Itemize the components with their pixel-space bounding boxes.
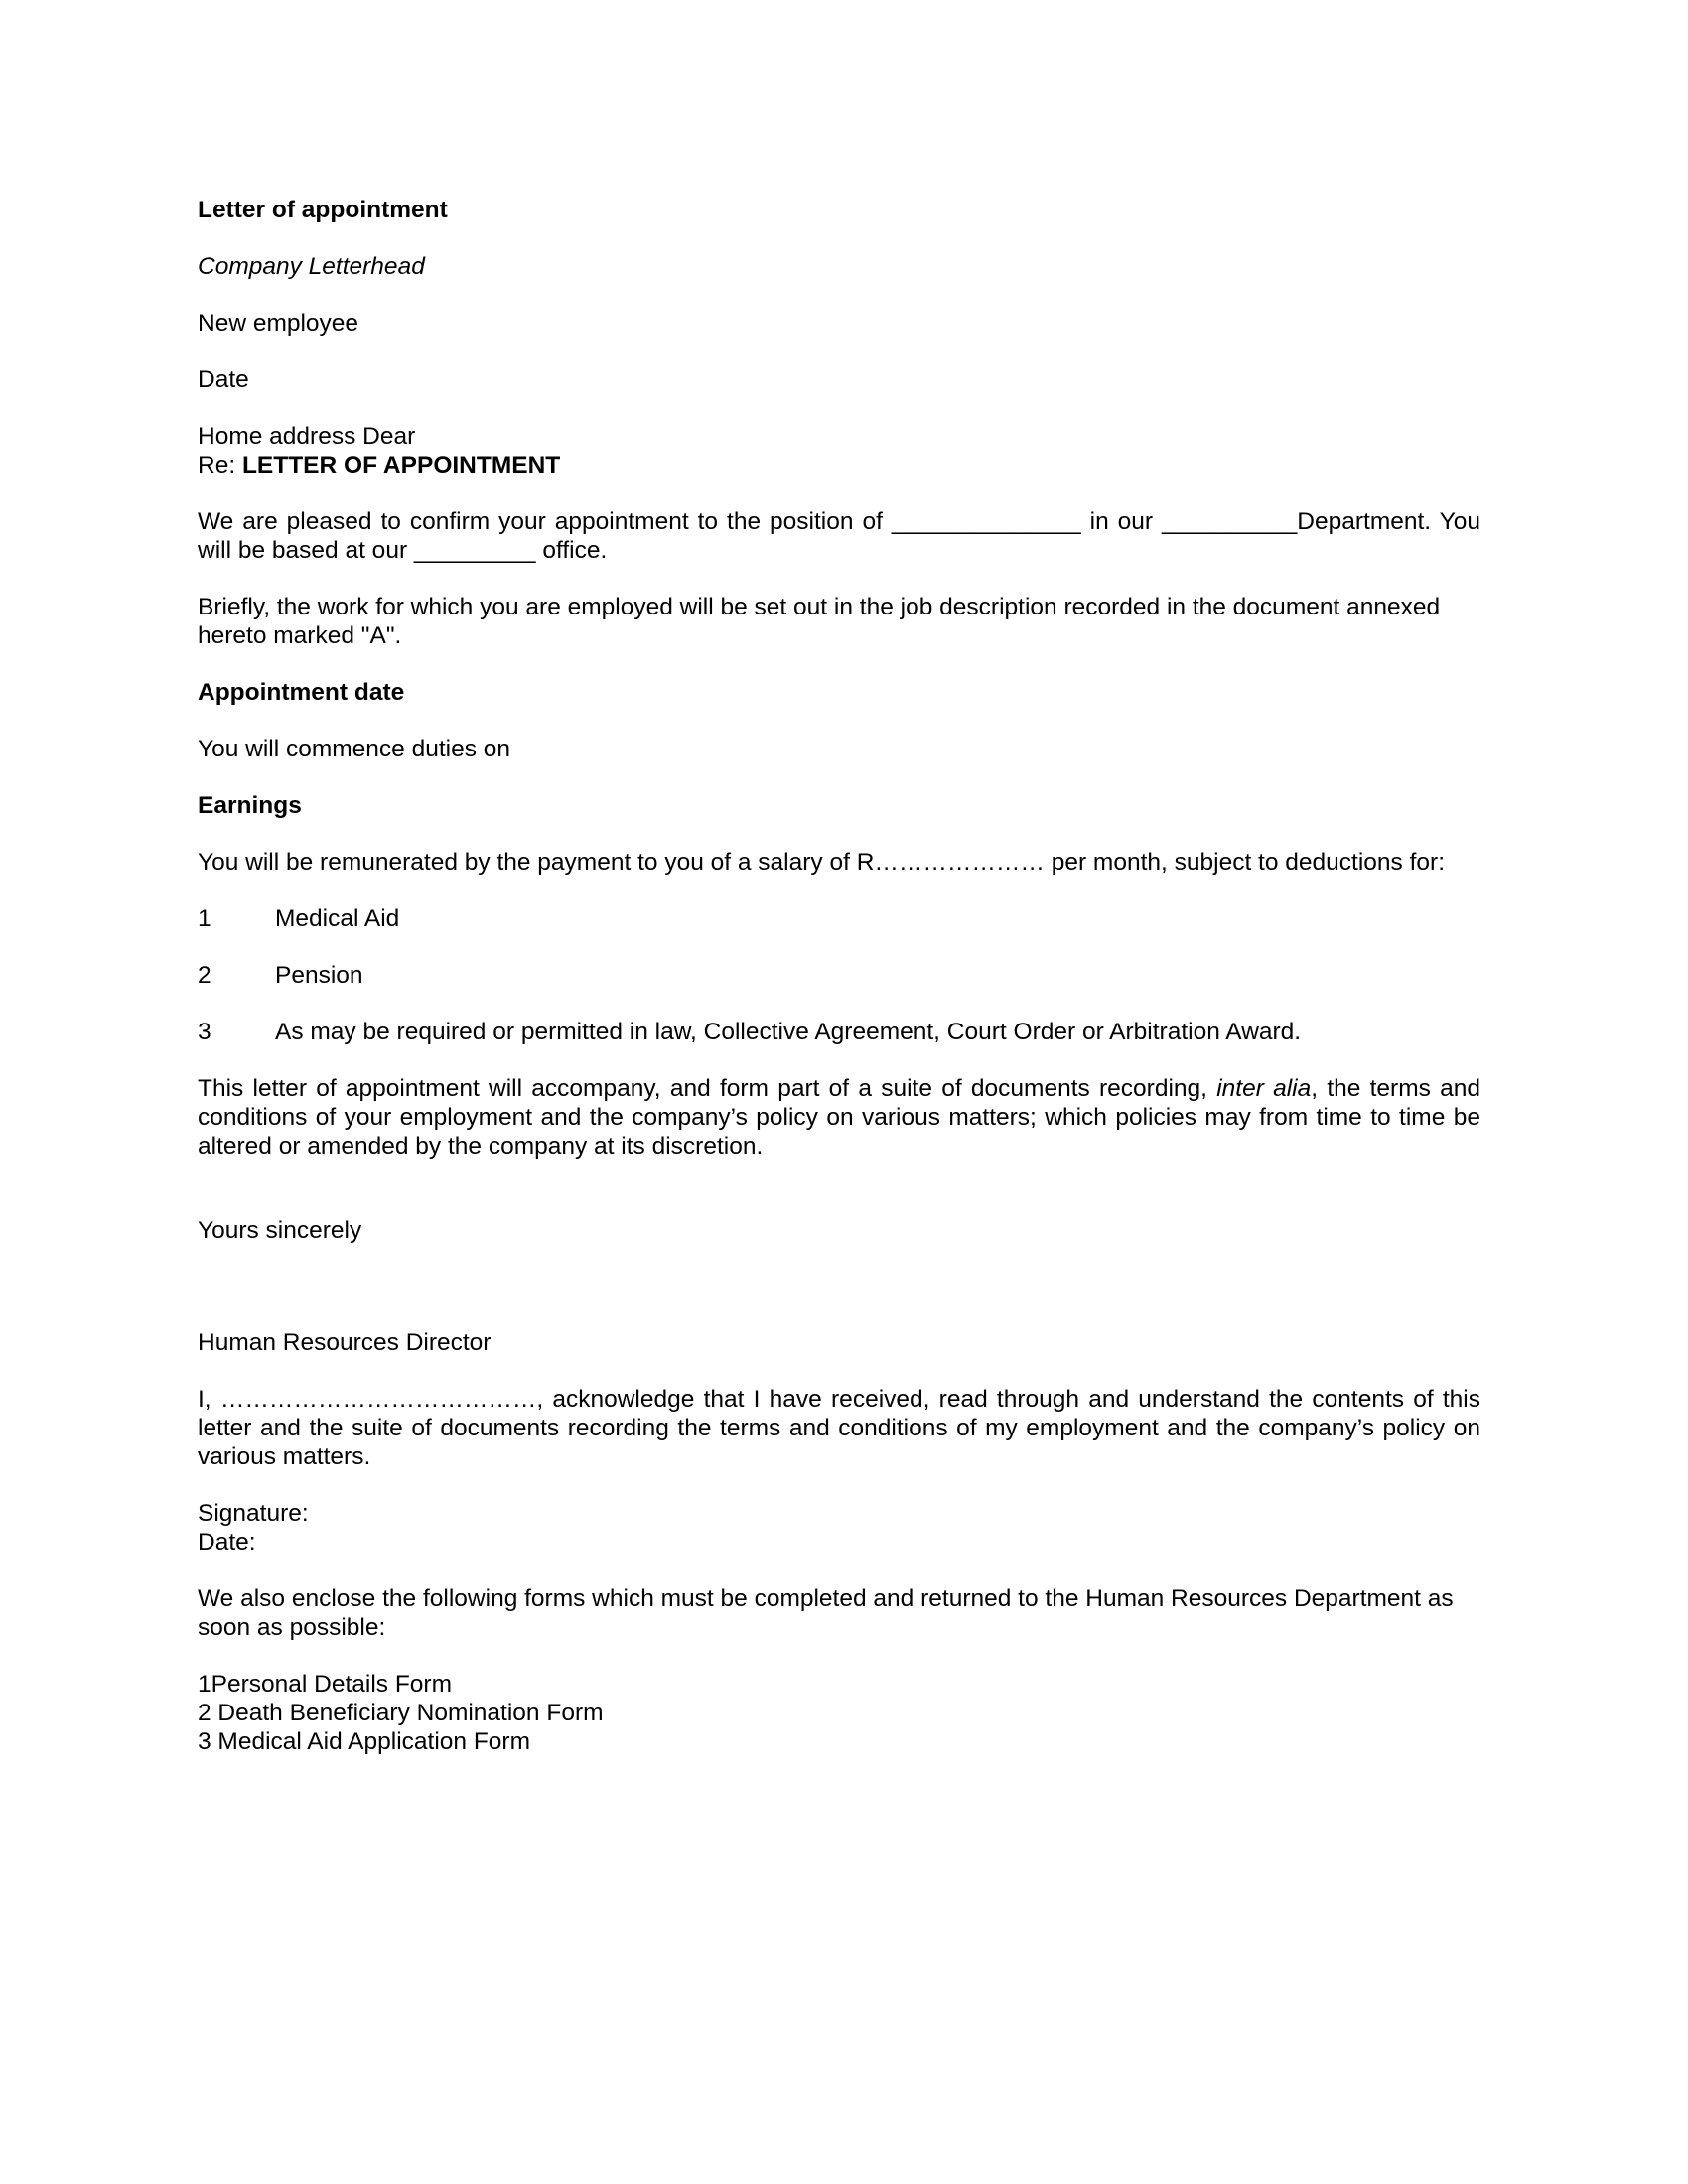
subject-text: LETTER OF APPOINTMENT	[241, 452, 561, 478]
subject-line	[198, 451, 1480, 479]
suite-text-start: This letter of appointment will accompany, and form part of a suite of documents recording,	[198, 1075, 1217, 1102]
letter-page	[198, 196, 1480, 1756]
document-title: Letter of appointment	[198, 197, 448, 223]
deduction-item	[198, 961, 1480, 990]
closing-line: Yours sincerely	[198, 1217, 362, 1244]
enclosure-paragraph: We also enclose the following forms which must be completed and returned to the Human Resources Department as soon as possible:	[198, 1585, 1454, 1641]
deduction-text: As may be required or permitted in law, Collective Agreement, Court Order or Arbitration Award.	[275, 1019, 1302, 1045]
acknowledgement-date-label: Date:	[198, 1529, 256, 1556]
work-paragraph: Briefly, the work for which you are employed will be set out in the job description recorded in the document annexed hereto marked "A".	[198, 594, 1441, 649]
deduction-item	[198, 1018, 1480, 1046]
suite-italic-phrase: inter alia	[1216, 1075, 1312, 1102]
acknowledgement-paragraph: I, …………………………………, acknowledge that I have received, read through and understand the contents of this letter and the suite of documents recording the terms and conditions of my employment and the company’s policy on various matters.	[198, 1386, 1480, 1470]
deduction-item	[198, 904, 1480, 933]
company-letterhead: Company Letterhead	[198, 253, 425, 280]
earnings-heading: Earnings	[198, 792, 302, 819]
suite-paragraph	[198, 1074, 1480, 1160]
date-line: Date	[198, 366, 249, 393]
suite-text-end: , the terms and conditions of your employment and the company’s policy on various matters; which policies may from time to time be altered or amended by the company at its discretion.	[198, 1075, 1481, 1160]
form-list-item: 2 Death Beneficiary Nomination Form	[198, 1700, 604, 1726]
form-list-item: 3 Medical Aid Application Form	[198, 1728, 530, 1755]
form-list-item: 1Personal Details Form	[198, 1671, 452, 1698]
deduction-text: Pension	[275, 962, 363, 989]
signatory-title: Human Resources Director	[198, 1329, 492, 1356]
recipient-line: New employee	[198, 310, 359, 337]
deduction-number: 2	[198, 962, 211, 989]
signature-label: Signature:	[198, 1500, 309, 1527]
subject-prefix: Re:	[198, 452, 242, 478]
deduction-text: Medical Aid	[275, 905, 400, 932]
commence-duties-line: You will commence duties on	[198, 736, 511, 762]
address-salutation-line: Home address Dear	[198, 423, 416, 450]
salary-line: You will be remunerated by the payment to you of a salary of R………………… per month, subject to deductions for:	[198, 849, 1446, 876]
deduction-number: 3	[198, 1019, 211, 1045]
position-paragraph: We are pleased to confirm your appointment to the position of ______________ in our __________Department. You will be based at our _________ office.	[198, 508, 1480, 564]
appointment-date-heading: Appointment date	[198, 679, 405, 706]
deduction-number: 1	[198, 905, 211, 932]
